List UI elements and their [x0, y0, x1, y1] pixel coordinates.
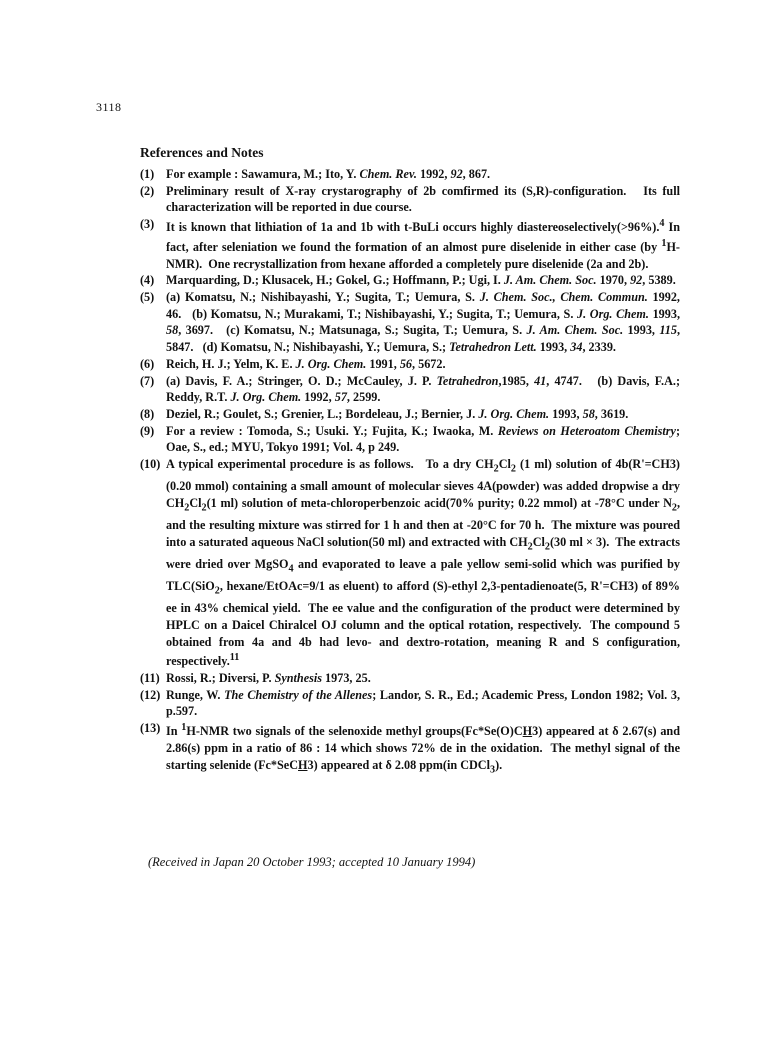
- reference-number: (9): [140, 423, 155, 438]
- reference-item: [140, 183, 680, 216]
- reference-item: [140, 670, 680, 687]
- reference-number: (4): [140, 273, 155, 288]
- reference-number: (3): [140, 217, 155, 232]
- reference-item: [140, 373, 680, 406]
- reference-text: Reich, H. J.; Yelm, K. E. J. Org. Chem. 1991, 56, 5672.: [166, 356, 446, 371]
- reference-number: (5): [140, 290, 155, 305]
- reference-number: (6): [140, 356, 155, 371]
- reference-text: Deziel, R.; Goulet, S.; Grenier, L.; Bordeleau, J.; Bernier, J. J. Org. Chem. 1993, 58, 3619.: [166, 406, 629, 421]
- reference-number: (8): [140, 406, 155, 421]
- references-section: [140, 145, 680, 779]
- reference-text: A typical experimental procedure is as follows. To a dry $CH_2Cl_2$ (1 ml) solution of 4b(R'=CH3)(0.20 mmol) containing a small amount of molecular sieves 4A(powder) was added dropwise a dry $CH_2Cl_2(1$ ml) solution of meta-chloroperbenzoic acid(70% purity; 0.22 mmol) at -78°C under $N_2$, and the resulting mixture was stirred for 1 h and then at -20°C for 70 h. The mixture was poured into a saturated aqueous NaCl solution(50 ml) and extracted with $CH_2Cl_2(30$ ml × 3). The extracts were dried over MgSO$_4$ and evaporated to leave a pale yellow semi-solid which was purified by TLC(SiO$_2$, hexane/EtOAc=9/1 as eluent) to afford (S)-ethyl 2,3-pentadienoate(5, R'=CH3) of 89% ee in 43% chemical yield. The ee value and the configuration of the product were determined by HPLC on a Daicel Chiralcel OJ column and the optical rotation, respectively. The compound 5 obtained from 4a and 4b had levo- and dextro-rotation, meaning R and S configuration, respectively.$^{11}$: [166, 457, 680, 669]
- reference-number: (11): [140, 671, 160, 686]
- received-line: (Received in Japan 20 October 1993; accepted 10 January 1994): [148, 855, 476, 869]
- reference-item: [140, 687, 680, 720]
- reference-text: For a review : Tomoda, S.; Usuki. Y.; Fujita, K.; Iwaoka, M. Reviews on Heteroatom Chemistry; Oae, S., ed.; MYU, Tokyo 1991; Vol. 4, p 249.: [166, 423, 681, 455]
- reference-text: (a) Davis, F. A.; Stringer, O. D.; McCauley, J. P. Tetrahedron,1985, 41, 4747. (b) Davis, F.A.; Reddy, R.T. J. Org. Chem. 1992, 57, 2599.: [166, 373, 681, 405]
- references-list: [140, 166, 680, 779]
- reference-text: (a) Komatsu, N.; Nishibayashi, Y.; Sugita, T.; Uemura, S. J. Chem. Soc., Chem. Commun. 1992, 46. (b) Komatsu, N.; Murakami, T.; Nishibayashi, Y.; Sugita, T.; Uemura, S. J. Org. Chem. 1993, 58, 3697. (c) Komatsu, N.; Matsunaga, S.; Sugita, T.; Uemura, S. J. Am. Chem. Soc. 1993, 115, 5847. (d) Komatsu, N.; Nishibayashi, Y.; Uemura, S.; Tetrahedron Lett. 1993, 34, 2339.: [166, 290, 681, 355]
- references-heading: References and Notes: [140, 145, 264, 160]
- reference-item: [140, 272, 680, 289]
- reference-text: Preliminary result of X-ray crystarography of 2b comfirmed its (S,R)-configuration. Its full characterization will be reported in due course.: [166, 183, 680, 215]
- reference-item: [140, 456, 680, 670]
- reference-text: It is known that lithiation of 1a and 1b with t-BuLi occurs highly diastereoselectively(>96%).$^4$ In fact, after seleniation we found the formation of an almost pure diselenide in either case (by $^1$H-NMR). One recrystallization from hexane afforded a completely pure diselenide (2a and 2b).: [166, 218, 680, 271]
- reference-item: [140, 216, 680, 272]
- page-number: 3118: [96, 100, 122, 114]
- reference-item: [140, 166, 680, 183]
- reference-item: [140, 720, 680, 779]
- reference-number: (1): [140, 167, 155, 181]
- reference-number: (12): [140, 687, 161, 702]
- reference-item: [140, 406, 680, 423]
- reference-item: [140, 356, 680, 373]
- reference-item: [140, 423, 680, 456]
- reference-number: (10): [140, 457, 161, 472]
- reference-number: (13): [140, 721, 161, 736]
- reference-text: In $^1$H-NMR two signals of the selenoxide methyl groups(Fc*Se(O)CH3) appeared at δ 2.67(s) and 2.86(s) ppm in a ratio of 86 : 14 which shows 72% de in the oxidation. The methyl signal of the starting selenide (Fc*SeCH3) appeared at δ 2.08 ppm(in CDCl$_3$).: [166, 722, 680, 776]
- reference-number: (7): [140, 373, 155, 388]
- reference-text: Runge, W. The Chemistry of the Allenes; Landor, S. R., Ed.; Academic Press, London 1982; Vol. 3, p.597.: [166, 687, 680, 719]
- reference-text: For example : Sawamura, M.; Ito, Y. Chem. Rev. 1992, 92, 867.: [166, 167, 491, 181]
- reference-item: [140, 289, 680, 356]
- reference-text: Marquarding, D.; Klusacek, H.; Gokel, G.; Hoffmann, P.; Ugi, I. J. Am. Chem. Soc. 1970, 92, 5389.: [166, 273, 676, 288]
- reference-number: (2): [140, 183, 155, 198]
- reference-text: Rossi, R.; Diversi, P. Synthesis 1973, 25.: [166, 671, 371, 686]
